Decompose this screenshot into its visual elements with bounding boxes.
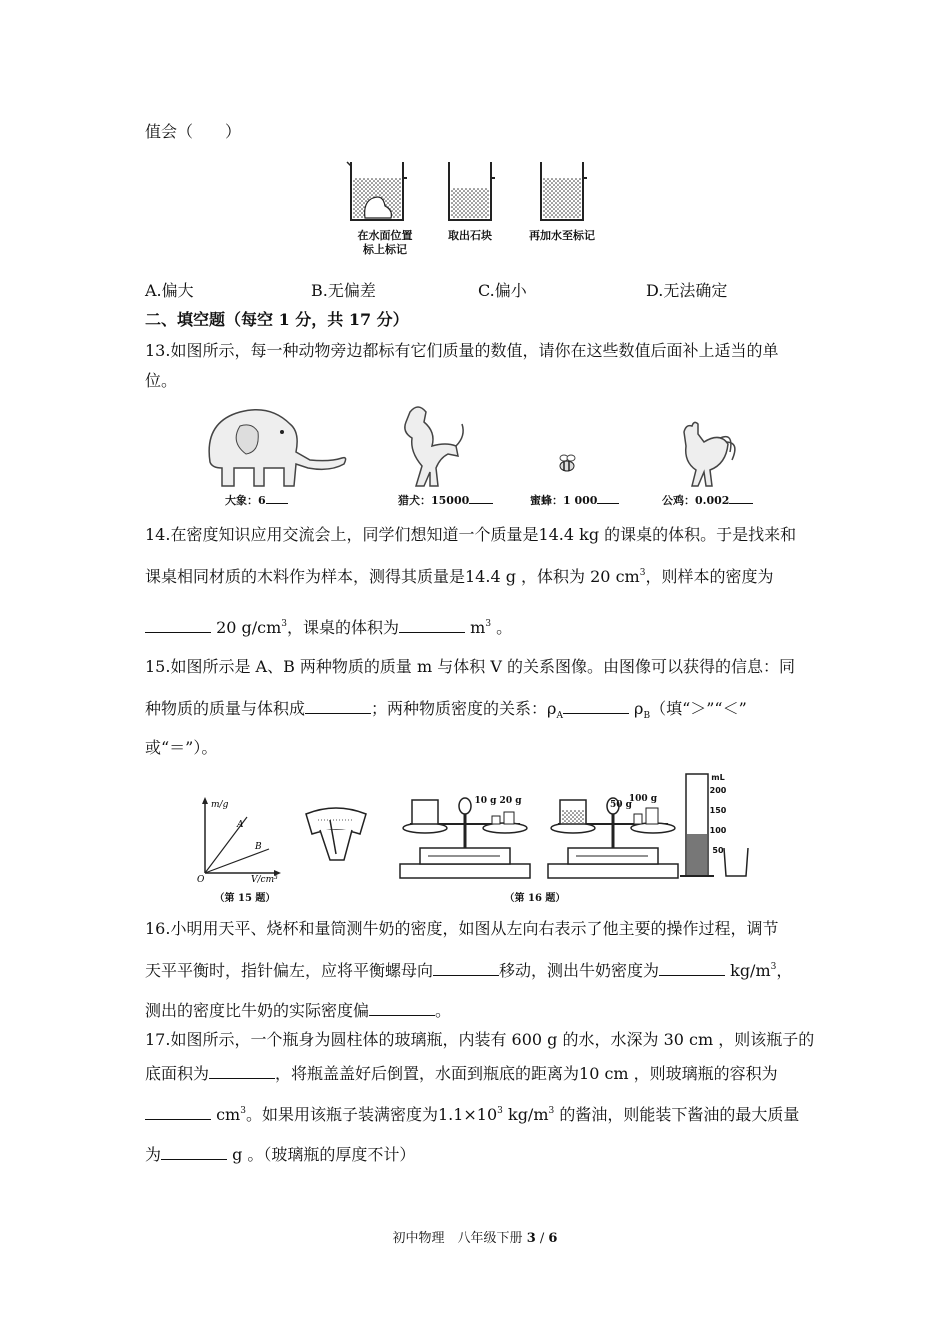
weights-label-2: 50 g (610, 800, 632, 810)
cylinder-tick-150: 150 (709, 806, 727, 815)
graph-xlabel: V/cm³ (251, 875, 278, 885)
balance-figures (300, 772, 760, 884)
mass-volume-graph (195, 795, 285, 885)
q17-line2: 底面积为 ，将瓶盖盖好后倒置，水面到瓶底的距离为10 cm ，则玻璃瓶的容积为 (145, 1064, 778, 1083)
blank-bottle-volume[interactable] (145, 1103, 211, 1120)
label-hound: 猎犬：15000 (398, 492, 498, 508)
option-b: B.无偏差 (311, 281, 376, 300)
label-bee: 蜜蜂：1 000 (530, 492, 630, 508)
blank-density[interactable] (145, 616, 211, 633)
q17-line4: 为 g 。（玻璃瓶的厚度不计） (145, 1145, 416, 1164)
hound-icon (405, 407, 463, 486)
graph-label-a: A (237, 820, 244, 830)
cylinder-tick-200: 200 (709, 786, 727, 795)
bee-icon (560, 455, 575, 471)
q16-line3: 测出的密度比牛奶的实际密度偏 。 (145, 1001, 452, 1020)
q16-line2: 天平平衡时，指针偏左，应将平衡螺母向 移动，测出牛奶密度为 $kg/m^3$， (145, 961, 793, 980)
blank-density-bias[interactable] (369, 999, 435, 1016)
beaker-caption-1b: 标上标记 (363, 243, 407, 256)
blank-density-compare[interactable] (563, 697, 629, 714)
q17-line3: $cm^3$。如果用该瓶子装满密度为$1.1\times 10^3$ $kg/m^3$ 的酱油，则能装下酱油的最大质量 (145, 1103, 799, 1125)
label-rooster: 公鸡：0.002 (662, 492, 762, 508)
blank-milk-density[interactable] (659, 959, 725, 976)
footer-separator: / (539, 1231, 545, 1246)
q15-line2: 种物质的质量与体积成 ；两种物质密度的关系：$\rho_A$ $\rho_B$（填“＞”“＜” (145, 699, 747, 722)
cylinder-unit: mL (711, 773, 725, 782)
graph-ylabel: m/g (211, 800, 229, 810)
blank-nut-direction[interactable] (433, 959, 499, 976)
option-c: C.偏小 (478, 281, 527, 300)
section-title: 二、填空题（每空 1 分，共 17 分） (145, 310, 409, 329)
q17-line1: 17.如图所示，一个瓶身为圆柱体的玻璃瓶，内装有 600 g 的水，水深为 30 cm ，则该瓶子的 (145, 1030, 815, 1049)
elephant-icon (209, 410, 345, 486)
beaker-caption-3: 再加水至标记 (529, 229, 595, 242)
pointer-scale-icon (306, 808, 366, 860)
q15-line1: 15.如图所示是 A、B 两种物质的质量 m 与体积 V 的关系图像。由图像可以获得的信息：同 (145, 657, 796, 676)
fig16-caption: （第 16 题） (504, 893, 566, 904)
footer-subject: 初中物理 八年级下册 (392, 1231, 523, 1246)
blank-proportion[interactable] (305, 697, 371, 714)
page-footer (0, 1227, 950, 1246)
q13-line1: 13.如图所示，每一种动物旁边都标有它们质量的数值，请你在这些数值后面补上适当的单 (145, 341, 779, 360)
option-d: D.无法确定 (646, 281, 728, 300)
blank-desk-volume[interactable] (399, 616, 465, 633)
balance-2 (548, 798, 678, 878)
cylinder-tick-50: 50 (712, 846, 724, 855)
cylinder-tick-100: 100 (709, 826, 727, 835)
footer-page-number: 3 (526, 1231, 536, 1246)
footer-total-pages: 6 (548, 1231, 558, 1246)
beaker-2 (449, 162, 495, 220)
beakers-figure (345, 160, 615, 225)
weights-label-3: 100 g (628, 794, 658, 804)
beaker-3 (541, 162, 587, 220)
q14-line1: 14.在密度知识应用交流会上，同学们想知道一个质量是14.4 kg 的课桌的体积。于是找来和 (145, 525, 797, 544)
beaker-caption-1a: 在水面位置 (357, 229, 413, 242)
weights-label-1: 10 g 20 g (474, 796, 522, 806)
q14-line3: 20 $g/cm^3$，课桌的体积为 $m^3$ 。 (145, 616, 512, 638)
q14-line2: 课桌相同材质的木料作为样本，测得其质量是14.4 g ，体积为 20 $cm^3$，则样本的密度为 (145, 567, 774, 586)
option-a: A.偏大 (145, 281, 194, 300)
q13-line2: 位。 (145, 371, 178, 390)
graph-origin: O (197, 875, 205, 885)
q12-stem-tail: 值会（ ） (145, 122, 242, 141)
fig15-caption: （第 15 题） (214, 893, 276, 904)
animals-figure (200, 402, 760, 492)
balance-1 (400, 798, 530, 878)
q15-line3: 或“＝”）。 (145, 738, 218, 757)
q16-line1: 16.小明用天平、烧杯和量筒测牛奶的密度，如图从左向右表示了他主要的操作过程，调节 (145, 919, 779, 938)
beaker-caption-2: 取出石块 (448, 229, 492, 242)
graph-label-b: B (255, 842, 262, 852)
label-elephant: 大象：6 (225, 492, 305, 508)
blank-base-area[interactable] (209, 1062, 275, 1079)
beaker-1 (347, 162, 407, 220)
rooster-icon (684, 422, 735, 486)
blank-max-mass[interactable] (161, 1143, 227, 1160)
